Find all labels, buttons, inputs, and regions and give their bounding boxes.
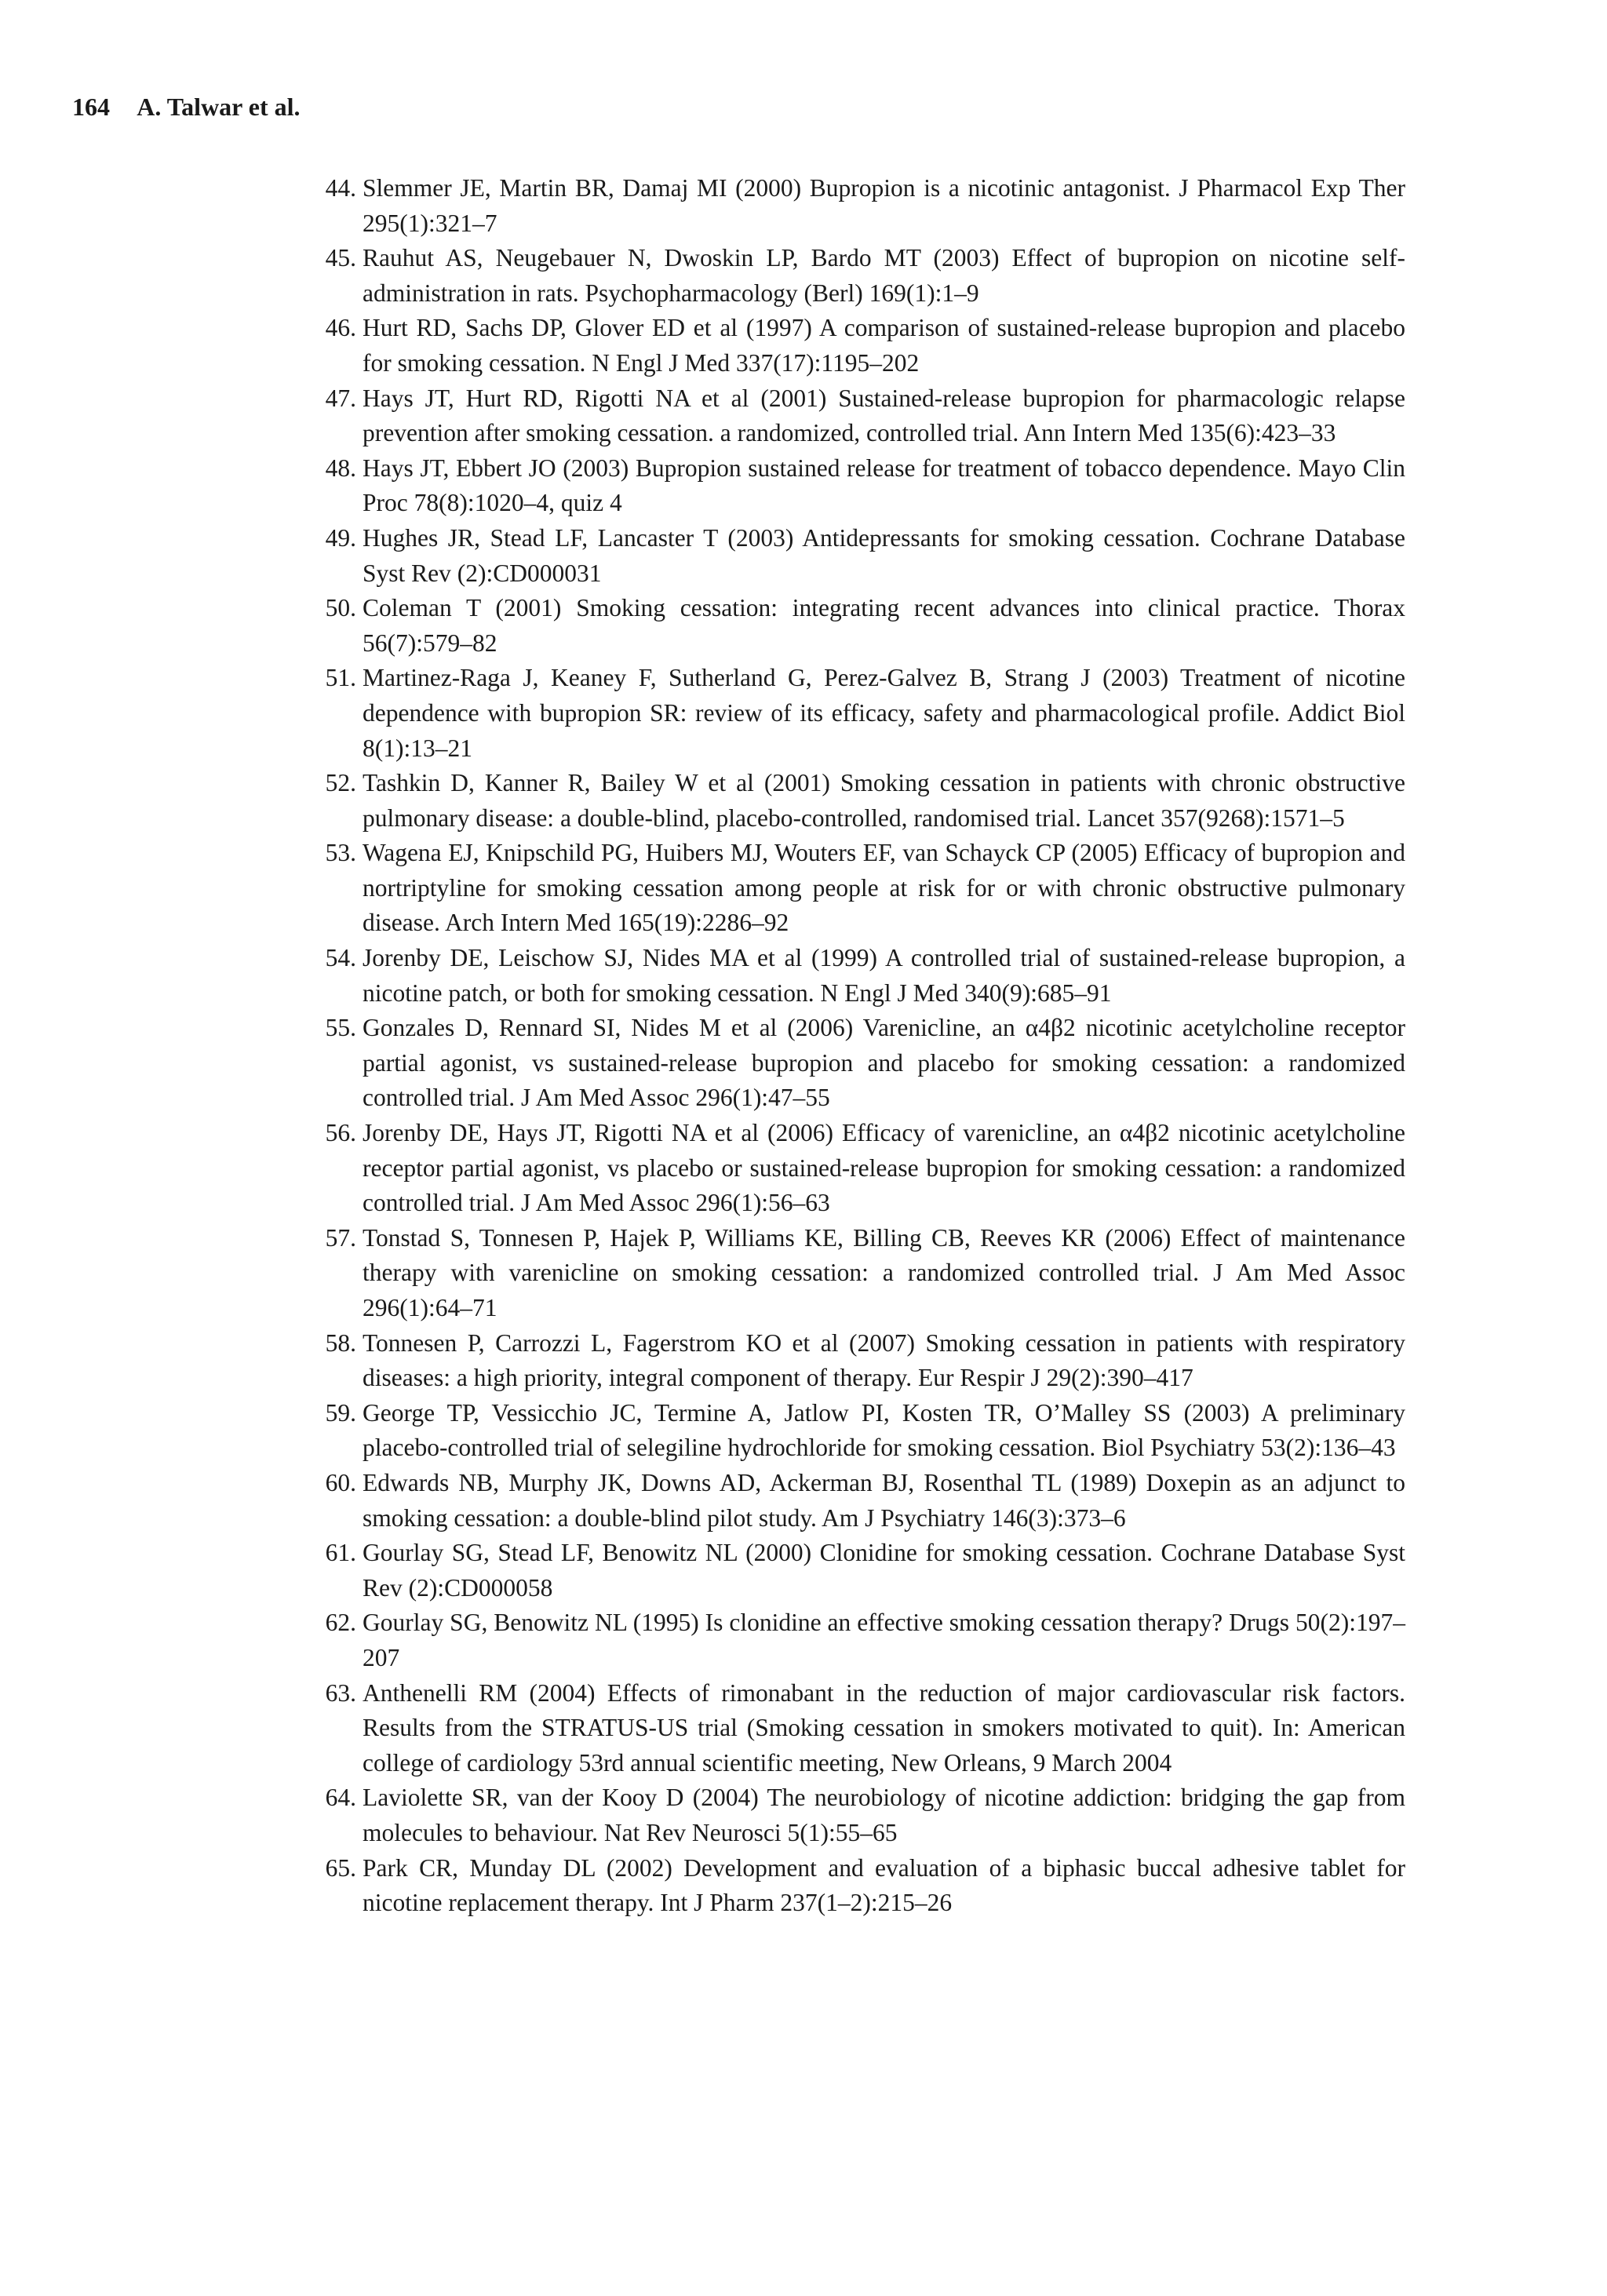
reference-text: Tonstad S, Tonnesen P, Hajek P, Williams KE, Billing CB, Reeves KR (2006) Effect of maintenance therapy with varenicline on smoking cessation: a randomized controlled trial. J Am Med Assoc 296(1):64–71 [363,1223,1405,1321]
reference-text: Hays JT, Hurt RD, Rigotti NA et al (2001) Sustained-release bupropion for pharmacologic relapse prevention after smoking cessation. a randomized, controlled trial. Ann Intern Med 135(6):423–33 [363,384,1405,447]
reference-number: 58. [325,1328,356,1357]
reference-item [309,1851,1405,1921]
reference-item [309,766,1405,836]
reference-number: 52. [325,769,356,797]
page-number: 164 [72,93,110,121]
reference-text: Edwards NB, Murphy JK, Downs AD, Ackerman BJ, Rosenthal TL (1989) Doxepin as an adjunct to smoking cessation: a double-blind pilot study. Am J Psychiatry 146(3):373–6 [363,1468,1405,1532]
reference-item [309,311,1405,381]
running-head [72,91,301,122]
reference-text: Laviolette SR, van der Kooy D (2004) The neurobiology of nicotine addiction: bridging the gap from molecules to behaviour. Nat Rev Neurosci 5(1):55–65 [363,1784,1405,1846]
reference-number: 59. [325,1398,356,1427]
reference-text: Slemmer JE, Martin BR, Damaj MI (2000) Bupropion is a nicotinic antagonist. J Pharmacol Exp Ther 295(1):321–7 [363,174,1405,237]
reference-text: Gonzales D, Rennard SI, Nides M et al (2006) Varenicline, an α4β2 nicotinic acetylcholine receptor partial agonist, vs sustained-release bupropion and placebo for smoking cessation: a randomized controlled trial. J Am Med Assoc 296(1):47–55 [363,1014,1405,1112]
reference-item [309,1536,1405,1605]
reference-number: 65. [325,1853,356,1882]
reference-text: Gourlay SG, Benowitz NL (1995) Is clonidine an effective smoking cessation therapy? Drugs 50(2):197–207 [363,1609,1405,1671]
reference-number: 50. [325,594,356,622]
reference-number: 49. [325,523,356,552]
reference-item [309,451,1405,521]
reference-text: Rauhut AS, Neugebauer N, Dwoskin LP, Bardo MT (2003) Effect of bupropion on nicotine self-administration in rats. Psychopharmacology (Berl) 169(1):1–9 [363,244,1405,307]
reference-text: Anthenelli RM (2004) Effects of rimonabant in the reduction of major cardiovascular risk factors. Results from the STRATUS-US trial (Smoking cessation in smokers motivated to quit). In: American college of cardiology 53rd annual scientific meeting, New Orleans, 9 March 2004 [363,1678,1405,1777]
reference-item [309,1676,1405,1781]
reference-number: 64. [325,1784,356,1812]
reference-text: Tashkin D, Kanner R, Bailey W et al (2001) Smoking cessation in patients with chronic obstructive pulmonary disease: a double-blind, placebo-controlled, randomised trial. Lancet 357(9268):1571–5 [363,769,1405,832]
reference-number: 46. [325,314,356,342]
reference-item [309,1116,1405,1221]
reference-number: 54. [325,944,356,972]
reference-number: 44. [325,174,356,202]
reference-item [309,171,1405,241]
running-head-authors: A. Talwar et al. [137,93,301,121]
reference-item [309,661,1405,766]
reference-text: Jorenby DE, Hays JT, Rigotti NA et al (2006) Efficacy of varenicline, an α4β2 nicotinic acetylcholine receptor partial agonist, vs placebo or sustained-release bupropion for smoking cessation: a randomized controlled trial. J Am Med Assoc 296(1):56–63 [363,1119,1405,1217]
reference-item [309,521,1405,591]
reference-number: 51. [325,664,356,692]
reference-item [309,1605,1405,1675]
reference-item [309,1011,1405,1116]
reference-number: 53. [325,839,356,867]
reference-item [309,1221,1405,1326]
reference-item [309,1466,1405,1536]
reference-item [309,1396,1405,1466]
reference-number: 61. [325,1539,356,1567]
reference-item [309,241,1405,311]
reference-number: 55. [325,1014,356,1042]
reference-text: George TP, Vessicchio JC, Termine A, Jatlow PI, Kosten TR, O’Malley SS (2003) A preliminary placebo-controlled trial of selegiline hydrochloride for smoking cessation. Biol Psychiatry 53(2):136–43 [363,1398,1405,1462]
reference-text: Coleman T (2001) Smoking cessation: integrating recent advances into clinical practice. Thorax 56(7):579–82 [363,594,1405,657]
reference-number: 47. [325,384,356,412]
reference-text: Hurt RD, Sachs DP, Glover ED et al (1997) A comparison of sustained-release bupropion and placebo for smoking cessation. N Engl J Med 337(17):1195–202 [363,314,1405,377]
reference-text: Park CR, Munday DL (2002) Development and evaluation of a biphasic buccal adhesive tablet for nicotine replacement therapy. Int J Pharm 237(1–2):215–26 [363,1853,1405,1917]
reference-number: 62. [325,1609,356,1637]
reference-number: 48. [325,454,356,482]
reference-number: 56. [325,1119,356,1147]
reference-item [309,1326,1405,1396]
reference-text: Martinez-Raga J, Keaney F, Sutherland G, Perez-Galvez B, Strang J (2003) Treatment of nicotine dependence with bupropion SR: review of its efficacy, safety and pharmacological profile. Addict Biol 8(1):13–21 [363,664,1405,762]
reference-item [309,1780,1405,1850]
reference-text: Wagena EJ, Knipschild PG, Huibers MJ, Wouters EF, van Schayck CP (2005) Efficacy of bupropion and nortriptyline for smoking cessation among people at risk for or with chronic obstructive pulmonary disease. Arch Intern Med 165(19):2286–92 [363,839,1405,937]
reference-text: Tonnesen P, Carrozzi L, Fagerstrom KO et al (2007) Smoking cessation in patients with respiratory diseases: a high priority, integral component of therapy. Eur Respir J 29(2):390–417 [363,1328,1405,1392]
reference-list [309,171,1405,1921]
reference-item [309,941,1405,1011]
reference-text: Hughes JR, Stead LF, Lancaster T (2003) Antidepressants for smoking cessation. Cochrane Database Syst Rev (2):CD000031 [363,523,1405,587]
reference-number: 45. [325,244,356,272]
reference-text: Gourlay SG, Stead LF, Benowitz NL (2000) Clonidine for smoking cessation. Cochrane Database Syst Rev (2):CD000058 [363,1539,1405,1602]
reference-number: 63. [325,1678,356,1707]
reference-item [309,591,1405,661]
reference-item [309,836,1405,941]
reference-text: Hays JT, Ebbert JO (2003) Bupropion sustained release for treatment of tobacco dependence. Mayo Clin Proc 78(8):1020–4, quiz 4 [363,454,1405,517]
reference-number: 60. [325,1468,356,1496]
reference-text: Jorenby DE, Leischow SJ, Nides MA et al (1999) A controlled trial of sustained-release bupropion, a nicotine patch, or both for smoking cessation. N Engl J Med 340(9):685–91 [363,944,1405,1007]
reference-number: 57. [325,1223,356,1252]
reference-item [309,381,1405,451]
